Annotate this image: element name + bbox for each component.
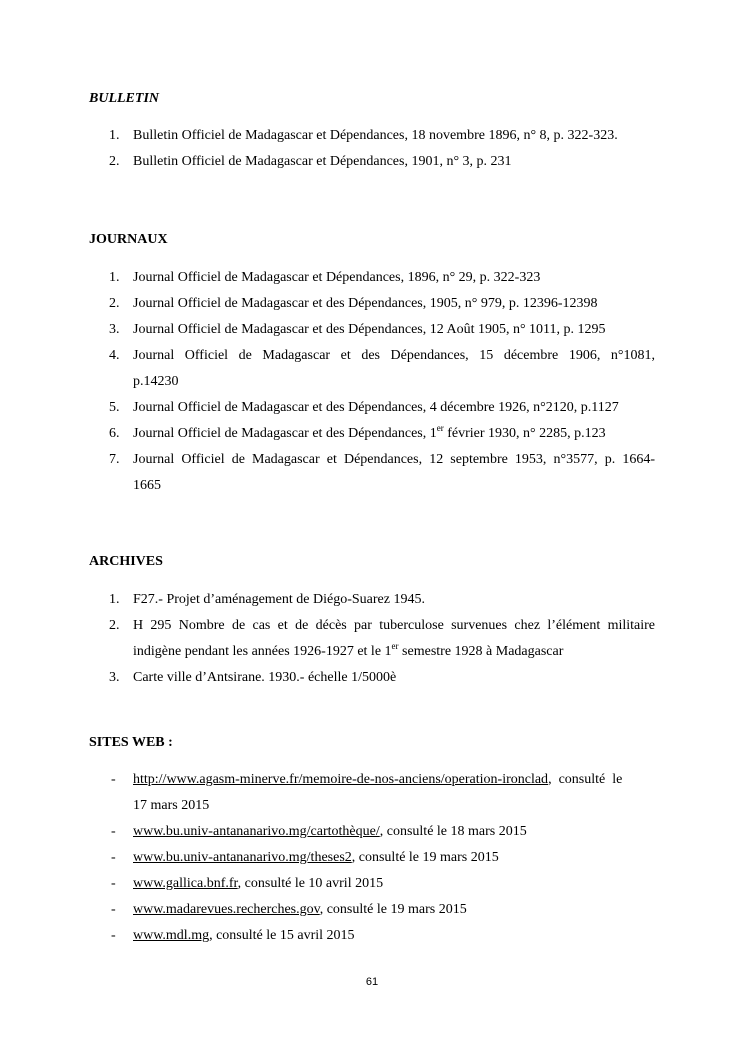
list-item-line: 1665 [133, 478, 161, 493]
list-item-line: 17 mars 2015 [133, 798, 210, 813]
list-item-text: , consulté le 10 avril 2015 [237, 876, 384, 891]
list-item-text: Journal Officiel de Madagascar et des Dépendances, 1 [133, 426, 437, 441]
section-heading-archives: ARCHIVES [89, 554, 163, 569]
list-item [133, 824, 655, 840]
list-number: 6. [109, 426, 120, 441]
list-item-text: , consulté le 18 mars 2015 [379, 824, 527, 839]
list-bullet: - [111, 928, 116, 943]
list-item-line: p.14230 [133, 374, 179, 389]
web-link[interactable]: www.mdl.mg [133, 928, 210, 943]
list-bullet: - [111, 876, 116, 891]
list-bullet: - [111, 772, 116, 787]
list-number: 1. [109, 592, 120, 607]
list-item-text: semestre 1928 à Madagascar [398, 644, 564, 659]
list-item-text: , consulté le 19 mars 2015 [319, 902, 467, 917]
list-number: 7. [109, 452, 120, 467]
list-number: 5. [109, 400, 120, 415]
superscript: er [436, 423, 444, 433]
list-item: Bulletin Officiel de Madagascar et Dépendances, 18 novembre 1896, n° 8, p. 322-323. [133, 128, 618, 143]
list-item-text: , consulté le 19 mars 2015 [351, 850, 499, 865]
list-item: Journal Officiel de Madagascar et des Dépendances, 4 décembre 1926, n°2120, p.1127 [133, 400, 619, 415]
section-heading-bulletin: BULLETIN [89, 91, 159, 106]
list-number: 3. [109, 670, 120, 685]
web-link[interactable]: www.madarevues.recherches.gov [133, 902, 320, 917]
list-item-text: février 1930, n° 2285, p.123 [443, 426, 606, 441]
list-item-line: Journal Officiel de Madagascar et des Dépendances, 15 décembre 1906, n°1081, [133, 348, 655, 363]
list-bullet: - [111, 902, 116, 917]
list-item: Bulletin Officiel de Madagascar et Dépendances, 1901, n° 3, p. 231 [133, 154, 512, 169]
list-item-text: indigène pendant les années 1926-1927 et le 1 [133, 644, 392, 659]
list-number: 3. [109, 322, 120, 337]
list-number: 4. [109, 348, 120, 363]
web-link[interactable]: http://www.agasm-minerve.fr/memoire-de-nos-anciens/operation-ironclad [133, 772, 549, 787]
page-number: 61 [365, 976, 379, 988]
list-item [133, 772, 655, 788]
list-number: 1. [109, 270, 120, 285]
list-bullet: - [111, 824, 116, 839]
list-item-line [133, 641, 655, 660]
superscript: er [391, 641, 399, 651]
list-number: 2. [109, 296, 120, 311]
list-bullet: - [111, 850, 116, 865]
list-item [133, 850, 655, 866]
list-number: 1. [109, 128, 120, 143]
section-heading-journaux: JOURNAUX [89, 232, 168, 247]
list-item [133, 423, 655, 442]
list-item [133, 928, 655, 944]
web-link[interactable]: www.bu.univ-antananarivo.mg/cartothèque/ [133, 824, 380, 839]
section-heading-sites-web: SITES WEB : [89, 735, 173, 750]
list-item [133, 876, 655, 892]
list-item-line: Journal Officiel de Madagascar et Dépendances, 12 septembre 1953, n°3577, p. 1664- [133, 452, 655, 467]
list-item: Journal Officiel de Madagascar et Dépendances, 1896, n° 29, p. 322-323 [133, 270, 541, 285]
list-item: Journal Officiel de Madagascar et des Dépendances, 1905, n° 979, p. 12396-12398 [133, 296, 598, 311]
list-item [133, 902, 655, 918]
list-item: F27.- Projet d’aménagement de Diégo-Suarez 1945. [133, 592, 425, 607]
list-number: 2. [109, 154, 120, 169]
list-item-line: H 295 Nombre de cas et de décès par tuberculose survenues chez l’élément militaire [133, 618, 655, 633]
list-number: 2. [109, 618, 120, 633]
list-item: Carte ville d’Antsirane. 1930.- échelle 1/5000è [133, 670, 397, 685]
web-link[interactable]: www.bu.univ-antananarivo.mg/theses2 [133, 850, 352, 865]
list-item-text: , consulté le [548, 772, 623, 787]
web-link[interactable]: www.gallica.bnf.fr [133, 876, 238, 891]
list-item-text: , consulté le 15 avril 2015 [209, 928, 355, 943]
list-item: Journal Officiel de Madagascar et des Dépendances, 12 Août 1905, n° 1011, p. 1295 [133, 322, 606, 337]
